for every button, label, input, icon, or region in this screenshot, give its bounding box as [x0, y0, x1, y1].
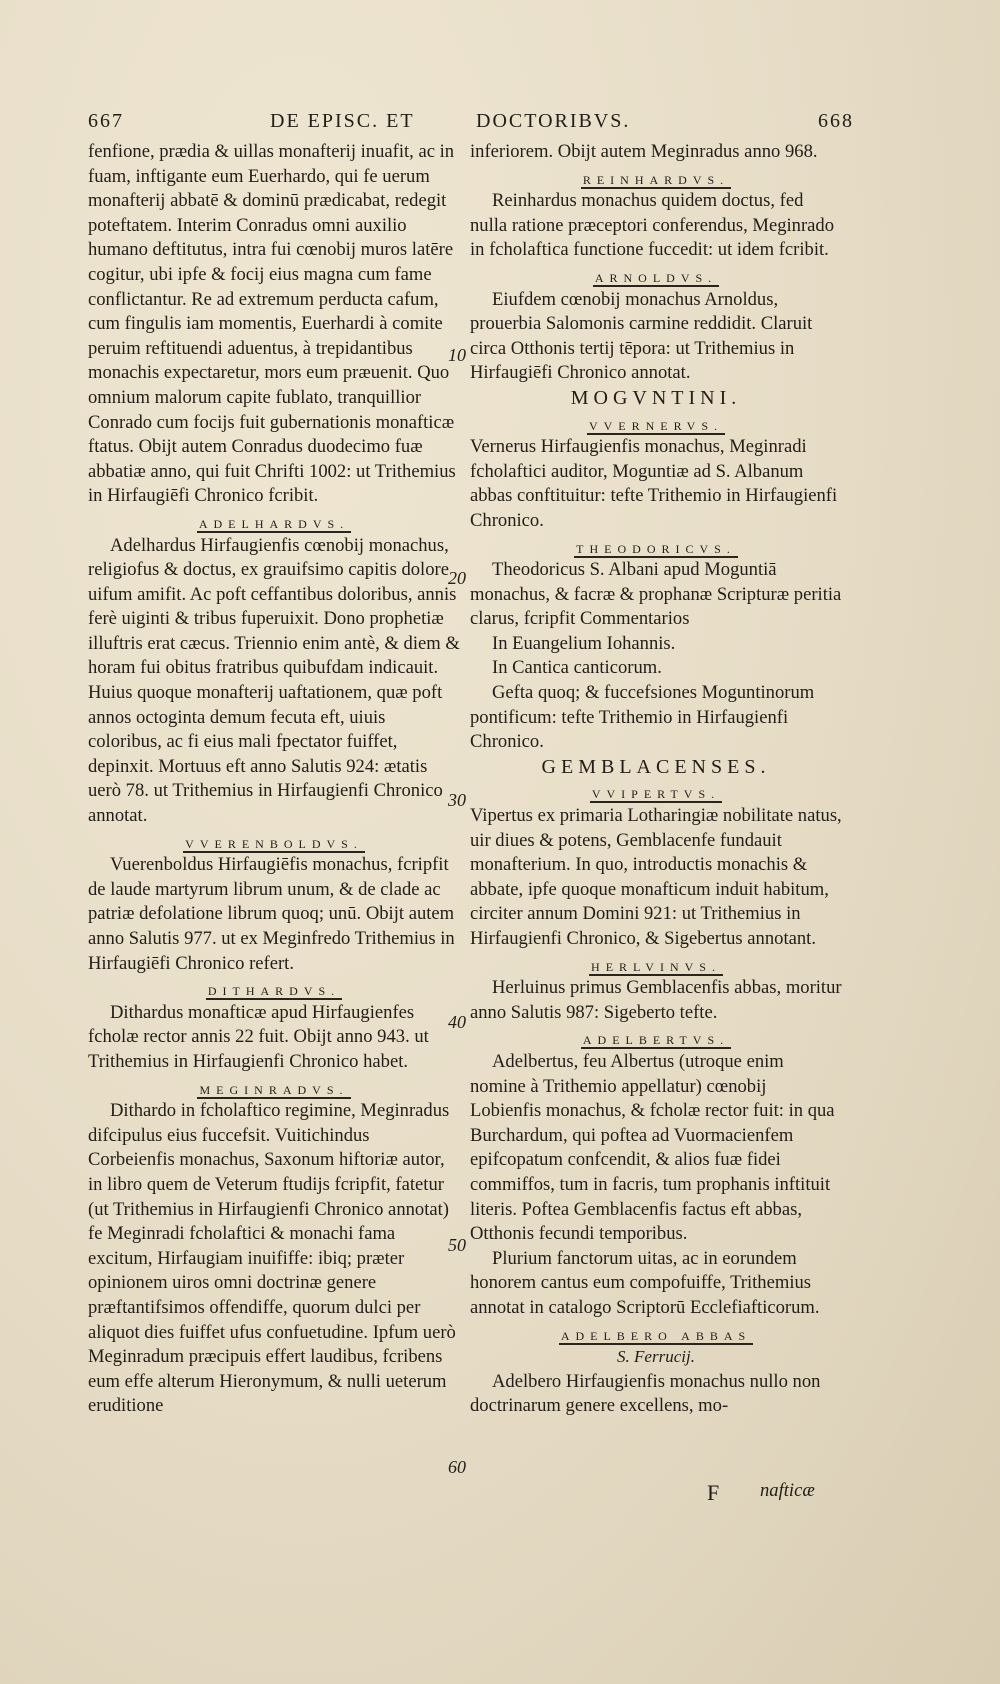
paragraph: Eiufdem cœnobij monachus Arnoldus, prouerbia Salomonis carmine reddidit. Claruit circa Otthonis tertij tēpora: ut Trithemius in Hirfaugiēfi Chronico annotat.: [470, 288, 813, 384]
paragraph: Plurium fanctorum uitas, ac in eorundem honorem cantus eum compofuiffe, Trithemius annotat in catalogo Scriptorū Ecclefiafticorum.: [470, 1247, 820, 1318]
entry-heading: THEODORICVS.: [576, 541, 736, 556]
paragraph: Vuerenboldus Hirfaugiēfis monachus, fcripfit de laude martyrum librum unum, & de clade ac patriæ defolatione librum quoq; unū. Obijt autem anno Salutis 977. ut ex Meginfredo Trithemius in Hirfaugiēfi Chronico refert.: [88, 854, 455, 974]
line-number: 10: [448, 345, 466, 365]
paragraph: Vernerus Hirfaugienfis monachus, Meginradi fcholaftici auditor, Moguntiæ ad S. Albanum abbas conftituitur: tefte Trithemio in Hirfaugienfi Chronico.: [470, 436, 838, 531]
entry-heading: ADELBERTVS.: [582, 1033, 730, 1048]
paragraph: Reinhardus monachus quidem doctus, fed nulla ratione præceptori conferendus, Meginrado in fcholaftica functione fuccedit: ut idem fcribit.: [470, 190, 835, 261]
paragraph: Dithardus monafticæ apud Hirfaugienfes fcholæ rector annis 22 fuit. Obijt anno 943. ut Trithemius in Hirfaugienfi Chronico habet.: [88, 1001, 429, 1072]
list-item: In Euangelium Iohannis.: [492, 632, 676, 654]
paragraph: Adelhardus Hirfaugienfis cœnobij monachus, religiofus & doctus, ex grauifsimo capitis dolore uifum amifit. Ac poft ceffantibus doloribus, annis ferè uiginti & tribus fuperuixit. Dono prophetiæ illuftris erat cæcus. Triennio enim antè, & diem & horam fui obitus fratribus quibufdam indicauit. Huius quoque monafterij uaftationem, quæ poft annos octoginta demum fecuta eft, uiuis coloribus, ac fi eius mali fpectator fuiffet, depinxit. Mortuus eft anno Salutis 924: ætatis uerò 78. ut Trithemius in Hirfaugienfi Chronico annotat.: [88, 534, 460, 827]
entry-subheading: S. Ferrucij.: [617, 1347, 695, 1367]
paragraph: Herluinus primus Gemblacenfis abbas, moritur anno Salutis 987: Sigeberto tefte.: [470, 977, 842, 1023]
paragraph: Adelbertus, feu Albertus (utroque enim nomine à Trithemio appellatur) cœnobij Lobienfis monachus, & fcholæ rector fuit: in qua Burchardum, qui poftea ad Vuormacienfem epifcopatum confcendit, & alios fuæ fidei commiffos, tum in facris, tum prophanis inftituit literis. Poftea Gemblacenfis factus eft abbas, Otthonis fecundi temporibus.: [470, 1050, 835, 1245]
line-number: 30: [448, 790, 466, 810]
entry-heading: VVIPERTVS.: [591, 787, 721, 802]
paragraph: Dithardo in fcholaftico regimine, Meginradus difcipulus eius fuccefsit. Vuitichindus Corbeienfis monachus, Saxonum hiftoriæ autor, in libro quem de Veterum ftudijs fcripfit, fatetur (ut Trithemius in Hirfaugienfi Chronico annotat) fe Meginradi fcholaftici & monachi fama excitum, Hirfaugiam inuififfe: ibiq; præter opinionem uiros omni doctrinæ genere præftantifsimos offendiffe, quorum dulci per aliquot dies fuiffet ufus confuetudine. Ipfum uerò Meginradum præcipuis effert laudibus, fcribens eum effe alterum Hieronymum, & nulli ueterum eruditione: [88, 1100, 456, 1417]
header-title-left: DE EPISC. ET: [270, 110, 415, 132]
section-heading: GEMBLACENSES.: [541, 755, 771, 778]
line-number: 50: [448, 1235, 466, 1255]
entry-heading: ADELBERO ABBAS: [560, 1328, 752, 1343]
entry-heading: DITHARDVS.: [207, 984, 341, 999]
paragraph: fenfione, prædia & uillas monafterij inuafit, ac in fuam, inftigante eum Euerhardo, qui fe uerum monafterij abbatē & dominū prædicabat, redegit poteftatem. Interim Conradus omni auxilio humano deftitutus, intra fui cœnobij muros latēre cogitur, ubi ipfe & focij eius magna cum fame conflictantur. Re ad extremum perducta cafum, cum fingulis iam momentis, Euerhardi à comite peruim reftituendi aduentus, à trepidantibus monachis expectaretur, mors eum præuenit. Quo omnium malorum capite fublato, tranquillior Conrado cum focijs fuit gubernationis monafticæ ftatus. Obijt autem Conradus duodecimo fuæ abbatiæ anno, qui fuit Chrifti 1002: ut Trithemius in Hirfaugiēfi Chronico fcribit.: [88, 141, 456, 507]
right-column: [470, 140, 842, 1419]
section-heading: MOGVNTINI.: [570, 386, 742, 409]
left-column: [88, 140, 460, 1419]
entry-heading: HERLVINVS.: [591, 959, 721, 974]
entry-heading: REINHARDVS.: [582, 172, 730, 187]
right-page-number: 668: [818, 110, 854, 132]
line-number: 60: [448, 1457, 466, 1477]
line-number: 20: [448, 568, 466, 588]
header-title-right: DOCTORIBVS.: [476, 110, 631, 132]
paragraph: Gefta quoq; & fuccefsiones Moguntinorum pontificum: tefte Trithemio in Hirfaugienfi Chronico.: [470, 682, 815, 753]
paragraph: Adelbero Hirfaugienfis monachus nullo non doctrinarum genere excellens, mo-: [470, 1370, 821, 1417]
catchword: nafticæ: [760, 1480, 815, 1501]
running-header: [88, 110, 858, 140]
entry-heading: VVERENBOLDVS.: [185, 836, 363, 851]
line-number: 40: [448, 1012, 466, 1032]
entry-heading: ADELHARDVS.: [198, 516, 350, 531]
paragraph: Vipertus ex primaria Lotharingiæ nobilitate natus, uir diues & potens, Gemblacenfe fundauit monafterium. In quo, introductis monachis & abbate, ipfe quoque monafticum induit habitum, circiter annum Domini 921: ut Trithemius in Hirfaugienfi Chronico, & Sigebertus annotant.: [470, 805, 842, 949]
list-item: In Cantica canticorum.: [492, 657, 662, 679]
signature-mark: F: [707, 1480, 720, 1505]
entry-heading: ARNOLDVS.: [594, 270, 718, 285]
left-page-number: 667: [88, 110, 124, 132]
paragraph: inferiorem. Obijt autem Meginradus anno 968.: [470, 141, 818, 162]
entry-heading: VVERNERVS.: [588, 418, 724, 433]
paragraph: Theodoricus S. Albani apud Moguntiā monachus, & facræ & prophanæ Scripturæ peritia clarus, fcripfit Commentarios: [470, 559, 842, 630]
entry-heading: MEGINRADVS.: [199, 1082, 349, 1097]
